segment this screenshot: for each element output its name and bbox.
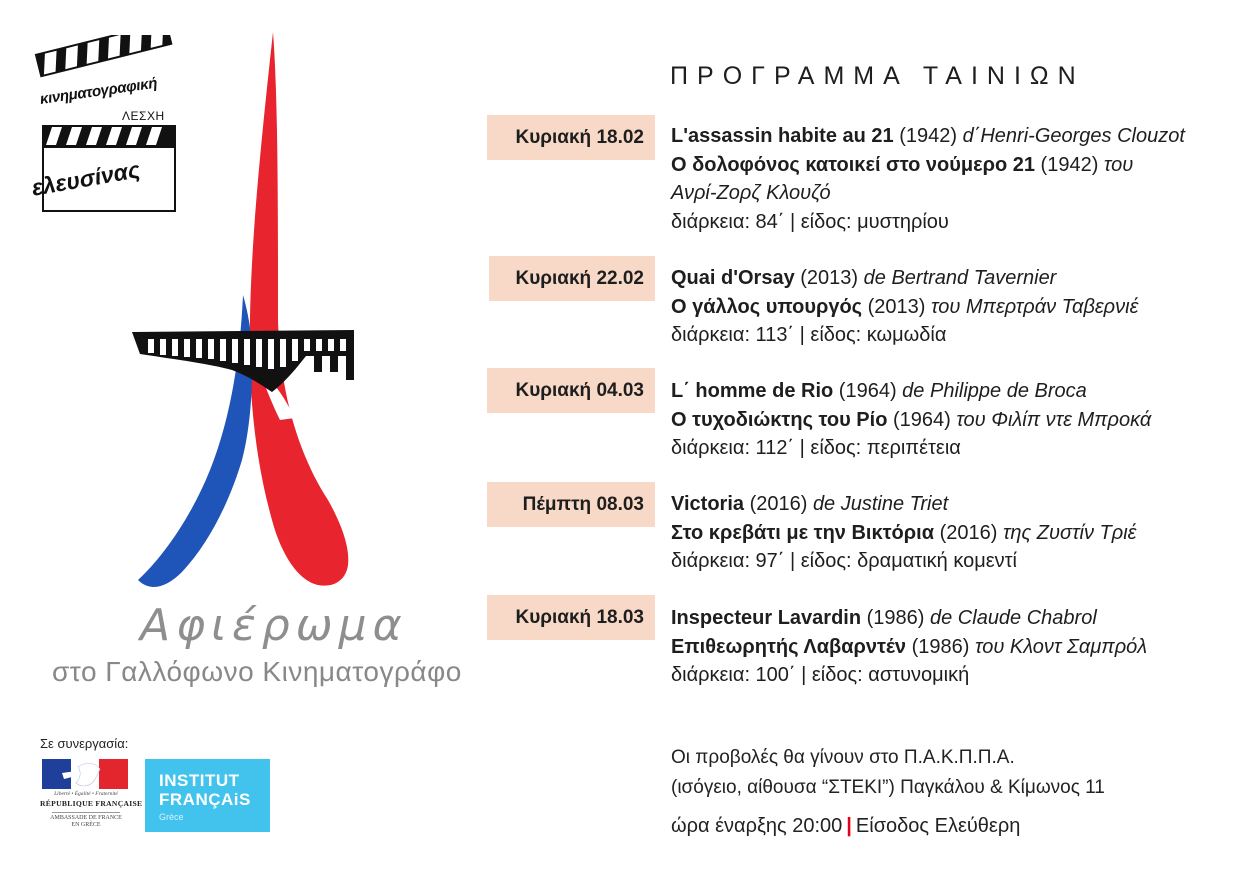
ambassade-name-line2: EN GRÈCE [71, 822, 101, 828]
film-original-line [671, 604, 1231, 633]
film-original-title: L΄ homme de Rio [671, 380, 834, 402]
institut-line3: Grèce [159, 812, 184, 822]
time-separator: | [846, 815, 852, 837]
film-details: διάρκεια: 97΄ | είδος: δραματική κομεντί [671, 550, 1017, 572]
film-original-year: (1964) [838, 380, 897, 402]
ambassade-de-france-logo [40, 757, 143, 832]
film-original-director: de Claude Chabrol [930, 607, 1097, 629]
film-greek-title: Επιθεωρητής Λαβαρντέν [671, 635, 907, 658]
film-details: διάρκεια: 113΄ | είδος: κωμωδία [671, 324, 947, 346]
film-greek-director-cont [671, 179, 1231, 208]
film-original-title: Victoria [671, 493, 744, 515]
film-original-director: de Philippe de Broca [902, 380, 1087, 402]
film-details: διάρκεια: 84΄ | είδος: μυστηρίου [671, 210, 949, 233]
ambassade-republic: RÉPUBLIQUE FRANÇAISE [40, 799, 143, 808]
film-greek-line [671, 293, 1231, 322]
film-original-line [671, 264, 1231, 293]
film-greek-line [671, 633, 1231, 662]
film-greek-director: του [1103, 153, 1134, 176]
ambassade-divider [52, 812, 120, 813]
french-republic-flag-icon [42, 759, 128, 789]
film-entry [671, 377, 1231, 463]
film-greek-title: Στο κρεβάτι με την Βικτόρια [671, 521, 934, 544]
film-date-badge: Κυριακή 22.02 [489, 256, 655, 301]
ambassade-name [40, 815, 132, 829]
film-original-title: Inspecteur Lavardin [671, 607, 862, 629]
film-greek-year: (1964) [892, 408, 951, 431]
film-original-line [671, 490, 1231, 519]
film-entry [671, 122, 1231, 236]
tower-red-leg [250, 32, 349, 586]
film-greek-director: του Φιλίπ ντε Μπροκά [956, 408, 1152, 431]
film-details: διάρκεια: 100΄ | είδος: αστυνομική [671, 664, 970, 686]
institut-francais-logo [145, 759, 270, 832]
film-greek-year: (2013) [867, 295, 926, 318]
club-logo-line1: κινηματογραφική [38, 74, 159, 108]
film-original-year: (1986) [866, 607, 925, 629]
club-logo-line3: ελευσίνας [29, 156, 142, 201]
tribute-title: Αφιέρωμα [140, 600, 408, 651]
film-date-badge: Κυριακή 18.02 [487, 115, 655, 160]
institut-line1: INSTITUT [159, 771, 240, 790]
film-original-year: (2016) [749, 493, 808, 515]
venue-line1: Οι προβολές θα γίνουν στο Π.Α.Κ.Π.Π.Α. [671, 747, 1015, 768]
partners-label: Σε συνεργασία: [40, 736, 129, 751]
club-logo-line2: ΛΕΣΧΗ [122, 109, 165, 123]
film-original-year: (2013) [800, 267, 859, 289]
film-greek-line [671, 151, 1231, 180]
free-entry: Είσοδος Ελεύθερη [855, 815, 1021, 837]
film-greek-title: Ο τυχοδιώκτης του Ρίο [671, 408, 888, 431]
film-greek-year: (2016) [939, 521, 998, 544]
film-greek-director: του Μπερτράν Ταβερνιέ [931, 295, 1139, 318]
film-entry [671, 490, 1231, 576]
program-title: ΠΡΟΓΡΑΜΜΑ ΤΑΙΝΙΩΝ [670, 62, 1085, 90]
ambassade-motto: Liberté • Égalité • Fraternité [54, 791, 118, 797]
film-entry [671, 604, 1231, 690]
screening-time-line [671, 815, 1020, 838]
venue-line2: (ισόγειο, αίθουσα “ΣΤΕΚΙ”) Παγκάλου & Κίμωνος 11 [671, 777, 1105, 798]
film-greek-line [671, 519, 1231, 548]
film-entry [671, 264, 1231, 350]
ambassade-name-line1: AMBASSADE DE FRANCE [50, 815, 122, 821]
film-greek-line [671, 406, 1231, 435]
film-original-line [671, 377, 1231, 406]
film-original-director: de Justine Triet [812, 493, 949, 515]
film-date-badge: Κυριακή 18.03 [487, 595, 655, 640]
film-original-director: d΄Henri-Georges Clouzot [962, 125, 1185, 147]
tribute-subtitle: στο Γαλλόφωνο Κινηματογράφο [52, 656, 462, 687]
film-date-badge: Πέμπτη 08.03 [487, 482, 655, 527]
institut-line2: FRANÇAiS [159, 790, 251, 809]
venue-info [671, 743, 1105, 803]
film-original-title: Quai d'Orsay [671, 267, 795, 289]
film-original-line [671, 122, 1231, 151]
film-greek-year: (1942) [1040, 153, 1099, 176]
film-original-title: L'assassin habite au 21 [671, 125, 894, 147]
film-original-year: (1942) [899, 125, 958, 147]
film-greek-director: της Ζυστίν Τριέ [1002, 521, 1137, 544]
film-greek-year: (1986) [911, 635, 970, 658]
film-date-badge: Κυριακή 04.03 [487, 368, 655, 413]
film-details: διάρκεια: 112΄ | είδος: περιπέτεια [671, 437, 961, 459]
film-greek-title: Ο δολοφόνος κατοικεί στο νούμερο 21 [671, 153, 1035, 176]
film-original-director: de Bertrand Tavernier [863, 267, 1057, 289]
film-greek-director-name: Ανρί-Ζορζ Κλουζό [671, 182, 831, 204]
film-greek-title: Ο γάλλος υπουργός [671, 295, 863, 318]
start-time: ώρα έναρξης 20:00 [671, 815, 843, 837]
film-greek-director: του Κλοντ Σαμπρόλ [975, 635, 1148, 658]
eiffel-tower-illustration [120, 20, 370, 605]
